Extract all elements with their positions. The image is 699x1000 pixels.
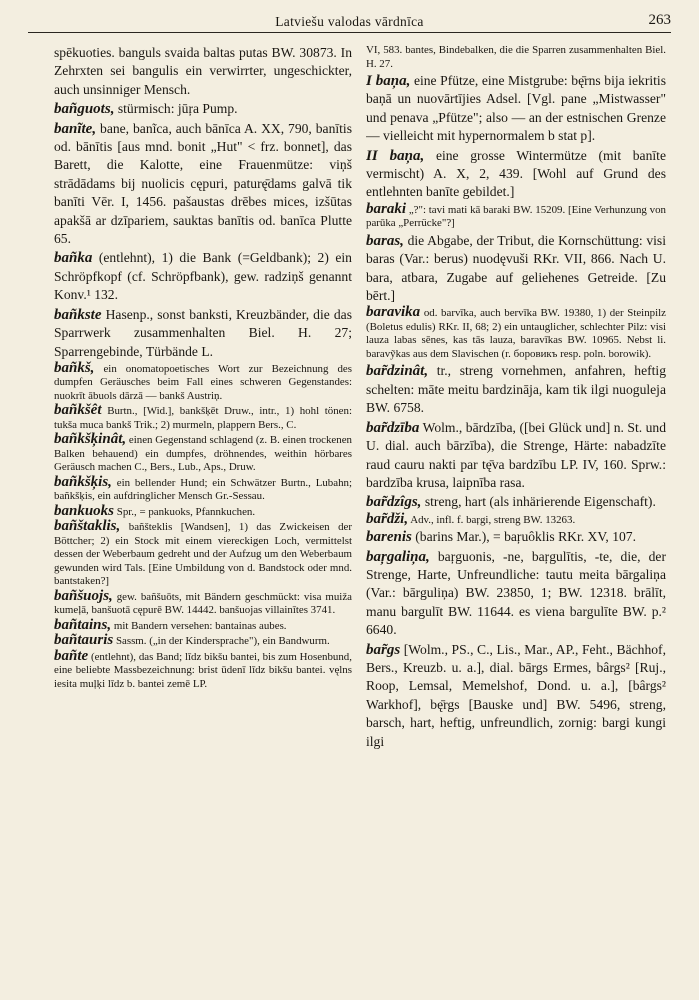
entry-text: Adv., infl. f. baŗgi, streng BW. 13263. — [410, 513, 576, 526]
entry-headword: baŗgaliņa, — [366, 548, 430, 565]
entry-text: tr., streng vornehmen, anfahren, heftig schelten: māte meitu bardzināja, kam tik ilgi nuoguleja BW. 6758. — [366, 363, 666, 416]
left-column — [54, 44, 352, 692]
dictionary-entry — [366, 641, 666, 751]
entry-text: „?": tavi mati kā baraki BW. 15209. [Eine Verhunzung von parūka „Perrücke"?] — [366, 203, 666, 230]
entry-text: [Wolm., PS., C., Lis., Mar., AP., Feht., Bächhof, Bers., Kreuzb. u. a.], dial. bārgs Ermes, bârgs² [Ruj., Roop, Lemsal, Memelshof, Dond. u. a.], [bârgs² Warkhof], bę̄rgs [Bauske und] BW. 5496, streng, barsch, hart, heftig, unfreundlich, zornig: bargi kungi ilgi — [366, 641, 666, 749]
entry-text: die Abgabe, der Tribut, die Kornschüttung: visi baras (Var.: berus) nuodęvuši RKr. VII, 866. Nach U. bara, atbara, Zugabe auf geliehenes Getreide. [Zu bērt.] — [366, 232, 666, 304]
entry-headword: bar̃gs — [366, 641, 401, 658]
dictionary-entry — [54, 587, 352, 618]
entry-text: (barins Mar.), = baŗuôklis RKr. XV, 107. — [415, 529, 636, 545]
running-header — [28, 10, 671, 33]
entry-headword: bañtauris — [54, 632, 114, 649]
dictionary-entry — [54, 404, 352, 432]
entry-text: eine grosse Wintermütze (mit banīte vermischt) A. X, 2, 439. [Wohl auf Grund des entlehnten banīte gebildet.] — [366, 147, 666, 200]
entry-text: ein bellender Hund; ein Schwätzer Burtn., Lubahn; bañkšķis, ein aufdringlicher Mensch Gr.-Sessau. — [54, 476, 352, 503]
entry-headword: bañtains, — [54, 616, 112, 633]
entry-text: Spr., = pankuoks, Pfannkuchen. — [116, 505, 256, 518]
entry-headword: bañštaklis, — [54, 518, 121, 535]
entry-text: eine Pfütze, eine Mistgrube: bę̄rns bija iekritis baņā un nuovārtījies Adsel. [Vgl. pane „Mistwasser" und penava „Pfütze"; also — an der estnischen Grenze — vielleicht mit hypernormalem b stat p]. — [366, 73, 666, 144]
entry-headword: banĩte, — [54, 120, 97, 137]
entry-text: Wolm., bārdzība, ([bei Glück und] n. St. und U. dial. auch bārzība), die Strenge, Härte: nabadzīte raud cauru nakti par tę̄va bardzību LP. IV, 160. Sprw.: bardzība krusa, laipnība rasa. — [366, 419, 666, 490]
entry-headword: I baņa, — [366, 73, 411, 89]
entry-headword: bar̃dži, — [366, 510, 409, 527]
entry-headword: bañkš, — [54, 359, 95, 376]
entry-text: VI, 583. bantes, Bindebalken, die die Sparren zusammenhalten Biel. H. 27. — [366, 44, 666, 70]
header-title: Latviešu valodas vārdnīca — [275, 14, 424, 29]
entry-headword: bañte — [54, 647, 89, 664]
entry-text: Hasenp., sonst banksti, Kreuzbänder, die das Sparrwerk zusammenhalten Biel. H. 27; Sparrengebinde, Türbände L. — [54, 306, 352, 359]
dictionary-entry — [366, 510, 666, 528]
dictionary-entry — [54, 306, 352, 361]
entry-text: od. barvīka, auch bervīka BW. 19380, 1) der Steinpilz (Boletus edulis) RKr. II, 68; 2) ein untauglicher, schlechter Pilz: visi lauza labas sēnes, kas tās lauza, baravīkas BW. 10965. Nebst li. baravỹkas aus dem Slavischen (r. боровикъ resp. poln. borowik). — [366, 307, 666, 360]
dictionary-entry — [366, 44, 666, 71]
entry-headword: bar̃dzîgs, — [366, 494, 422, 511]
entry-headword: bañšuojs, — [54, 587, 113, 604]
entry-headword: bañkšķis, — [54, 473, 112, 490]
entry-text: Sassm. („in der Kindersprache"), ein Bandwurm. — [115, 635, 330, 648]
dictionary-entry — [366, 232, 666, 306]
entry-headword: bankuoks — [54, 502, 115, 519]
entry-headword: baraki — [366, 200, 407, 217]
entry-text: streng, hart (als inhärierende Eigenschaft). — [424, 494, 656, 510]
dictionary-entry — [366, 548, 666, 640]
entry-headword: II baņa, — [366, 147, 425, 164]
entry-headword: bañkste — [54, 306, 102, 323]
dictionary-entry — [54, 616, 352, 634]
entry-headword: bañka — [54, 250, 93, 267]
dictionary-entry — [366, 493, 666, 511]
entry-text: bañšteklis [Wandsen], 1) das Zwickeisen der Böttcher; 2) ein Stock mit einem viereckigen Loch, vermittelst dessen der Weberbaum gedreht und der Aufzug um den Weberbaum gewunden wird Tals. [Eine Umbildung von d. Bandstock oder mnd. bantstaken?] — [54, 521, 352, 588]
dictionary-entry — [366, 147, 666, 202]
dictionary-entry — [366, 419, 666, 493]
dictionary-entry — [54, 473, 352, 504]
entry-text: einen Gegenstand schlagend (z. B. einen trockenen Balken behauend) ein dumpfes, dröhnendes, weithin hörbares Geräusch machen C., Bers., Lub., Aps., Druw. — [54, 434, 352, 474]
entry-headword: bar̃dzība — [366, 419, 420, 436]
entry-text: baŗguonis, -ne, baŗgulītis, -te, die, der Strenge, Harte, Unfreundliche: tautu meita bārgaliņa (Var.: bārguliņa) BW. 23850, 1; BW. 12318. brālīt, manu bargulīt BW. 11644. es viena bargulīte BW. p.² 6640. — [366, 548, 666, 638]
entry-headword: bañkšķinât, — [54, 431, 127, 448]
entry-text: stürmisch: jūŗa Pump. — [117, 101, 238, 117]
dictionary-entry — [366, 72, 666, 146]
entry-text: mit Bandern versehen: bantainas aubes. — [113, 619, 287, 632]
dictionary-entry — [54, 100, 352, 118]
dictionary-entry — [366, 362, 666, 417]
entry-text: spēkuoties. banguls svaida baltas putas BW. 30873. In Zehrxten sei bangulis ein verwirrter, ungeschickter, auch unsinniger Mensch. — [54, 45, 352, 97]
dictionary-entry — [366, 200, 666, 231]
entry-headword: bañguots, — [54, 101, 115, 118]
dictionary-entry — [54, 634, 352, 649]
dictionary-entry — [54, 433, 352, 475]
entry-headword: bañkšêt — [54, 402, 102, 419]
entry-text: ein onomatopoetisches Wort zur Bezeichnung des dumpfen Geräusches beim Fall eines schweren Gegenstandes: nuokrīt ābuols dārzā — bankš Austriņ. — [54, 362, 352, 402]
dictionary-entry — [366, 306, 666, 361]
entry-text: gew. bañšuōts, mit Bändern geschmückt: visa muižа kumeļā, banšuotā cępurē BW. 14442. banšuojas villainītes 3741. — [54, 590, 352, 617]
page-number: 263 — [648, 12, 671, 28]
dictionary-entry — [54, 44, 352, 99]
dictionary-entry — [366, 528, 666, 546]
entry-headword: baras, — [366, 232, 404, 249]
dictionary-entry — [54, 502, 352, 520]
dictionary-entry — [54, 647, 352, 692]
entry-text: (entlehnt), 1) die Bank (=Geldbank); 2) ein Schröpfkopf (cf. Schröpfbank), gew. radziņš genannt Konv.¹ 132. — [54, 250, 352, 303]
entry-headword: baravika — [366, 304, 421, 321]
dictionary-entry — [54, 120, 352, 249]
right-column — [366, 44, 666, 752]
entry-text: bane, banĩca, auch bānīca A. XX, 790, banītis od. bānītis [aus mnd. bonit „Hut" < frz. bonnet], das Barett, die Kalotte, eine Frauenmütze: viņš strādādams bij nuolicis cępuri, paturę̄dams galvā tik banīti Vēr. I, 1456. pašaustas drēbes mices, izšūtas apakšā ar dzīpariem, sauktas banītis od. banīca Plutte 65. — [54, 120, 352, 247]
entry-headword: barenis — [366, 529, 412, 546]
entry-text: Burtn., [Wid.], bankšķēt Druw., intr., 1) hohl tönen: tukša muca bankš Trik.; 2) murmeln, plappern Bers., C. — [54, 405, 352, 431]
dictionary-entry — [54, 520, 352, 589]
entry-text: (entlehnt), das Band; līdz bikšu bantei, bis zum Hosenbund, eine beliebte Massbezeichnung: brist ūdenī līdz bikšu bantei. vęlns iesita muļķi līdz b. bantei zemē LP. — [54, 650, 352, 690]
dictionary-entry — [54, 249, 352, 304]
entry-headword: bar̃dzinât, — [366, 363, 429, 380]
dictionary-entry — [54, 359, 352, 404]
